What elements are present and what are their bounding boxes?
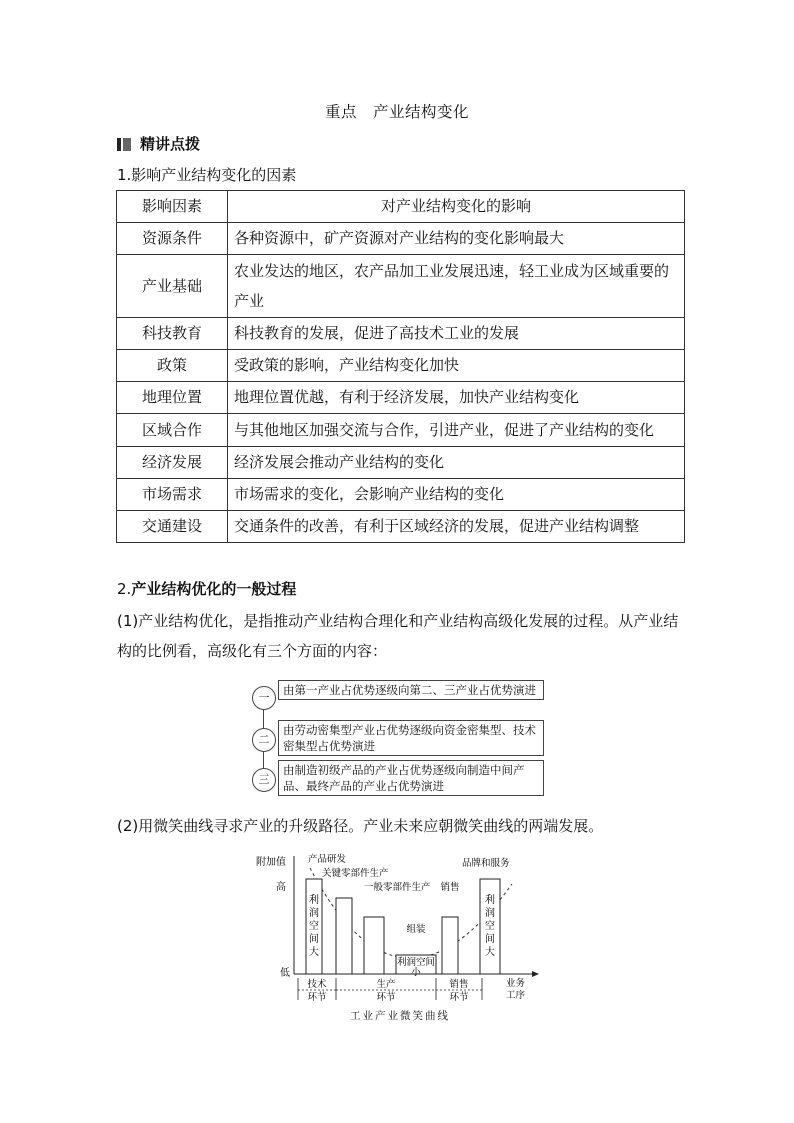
- bar-inner-text: 利: [309, 895, 319, 906]
- chart-bar: [442, 917, 458, 974]
- effect-cell: 地理位置优越，有利于经济发展，加快产业结构变化: [228, 382, 685, 414]
- bar-inner-text: 利润空间: [396, 957, 436, 968]
- table-header-cell: 影响因素: [117, 191, 228, 223]
- x-axis-label-2: 工序: [506, 990, 526, 1001]
- bars-group: [306, 853, 510, 978]
- heading-text: 产业结构优化的一般过程: [131, 580, 297, 598]
- page-title: 重点 产业结构变化: [324, 103, 469, 121]
- chart-caption: 工业产业微笑曲线: [350, 1010, 450, 1022]
- bar-label: 销售: [440, 882, 460, 893]
- chart-bar: [336, 898, 352, 974]
- table-row: [117, 414, 685, 447]
- chart-bar: [364, 917, 384, 974]
- group-label-tech-2: 环节: [307, 992, 327, 1003]
- factor-cell: 资源条件: [117, 223, 228, 255]
- bar-inner-text: 利: [485, 895, 495, 906]
- smile-curve-chart: [250, 850, 550, 1030]
- group-label-sales: 销售: [449, 979, 469, 990]
- group-label-sales-2: 环节: [449, 992, 469, 1003]
- group-label-prod-2: 环节: [376, 992, 396, 1003]
- section-marker-icon: [117, 137, 131, 151]
- x-axis-label-1: 业务: [506, 978, 526, 989]
- bar-label: 品牌和服务: [462, 858, 510, 869]
- y-high-label: 高: [276, 882, 286, 893]
- effect-cell: 经济发展会推动产业结构的变化: [228, 447, 685, 479]
- bar-inner-text: 润: [309, 908, 319, 919]
- effect-cell: 与其他地区加强交流与合作，引进产业，促进了产业结构的变化: [228, 414, 685, 447]
- effect-cell: 各种资源中，矿产资源对产业结构的变化影响最大: [228, 223, 685, 255]
- bar-inner-text: 大: [485, 947, 495, 958]
- factor-cell: 经济发展: [117, 447, 228, 479]
- flow-step-box: 由第一产业占优势逐级向第二、三产业占优势演进: [278, 680, 544, 700]
- table-row: [117, 318, 685, 350]
- section-label: 精讲点拨: [140, 135, 201, 153]
- group-label-tech: 技术: [307, 979, 327, 990]
- bar-label: 产品研发: [308, 854, 347, 865]
- bar-inner-text: 间: [309, 934, 319, 945]
- flow-step-number: 二: [252, 728, 276, 752]
- heading-number: 2.: [117, 580, 132, 598]
- table-row: [117, 382, 685, 414]
- factor-cell: 交通建设: [117, 511, 228, 543]
- bar-inner-text: 间: [485, 934, 495, 945]
- paragraph-1: (1)产业结构优化，是指推动产业结构合理化和产业结构高级化发展的过程。从产业结构的比例看，高级化有三个方面的内容：: [117, 612, 679, 660]
- table-header-row: [117, 191, 685, 223]
- bar-inner-text: 空: [485, 921, 495, 932]
- heading-factors: 1.影响产业结构变化的因素: [117, 166, 297, 184]
- table-row: [117, 511, 685, 543]
- paragraph-2: (2)用微笑曲线寻求产业的升级路径。产业未来应朝微笑曲线的两端发展。: [117, 817, 604, 835]
- y-axis-label: 附加值: [256, 857, 286, 868]
- effect-cell: 受政策的影响，产业结构变化加快: [228, 350, 685, 382]
- factors-table: [116, 190, 685, 543]
- flow-step-number: 三: [252, 768, 276, 792]
- table-row: [117, 479, 685, 511]
- table-row: [117, 255, 685, 318]
- effect-cell: 交通条件的改善，有利于区域经济的发展，促进产业结构调整: [228, 511, 685, 543]
- bar-label: 一般零部件生产: [364, 882, 431, 893]
- effect-cell: 科技教育的发展，促进了高技术工业的发展: [228, 318, 685, 350]
- factor-cell: 科技教育: [117, 318, 228, 350]
- factor-cell: 地理位置: [117, 382, 228, 414]
- table-row: [117, 223, 685, 255]
- factor-cell: 产业基础: [117, 255, 228, 318]
- section-heading: [117, 133, 200, 154]
- table-row: [117, 447, 685, 479]
- factor-cell: 市场需求: [117, 479, 228, 511]
- flow-step-number: 一: [252, 686, 276, 710]
- flow-step-box: 由劳动密集型产业占优势逐级向资金密集型、技术密集型占优势演进: [278, 720, 544, 756]
- effect-cell: 市场需求的变化，会影响产业结构的变化: [228, 479, 685, 511]
- bar-inner-text: 润: [485, 908, 495, 919]
- optimization-flow-diagram: [248, 676, 548, 796]
- flow-step-box: 由制造初级产品的产业占优势逐级向制造中间产品、最终产品的产业占优势演进: [278, 760, 544, 796]
- bar-inner-text: 空: [309, 921, 319, 932]
- x-axis-arrow-icon: [532, 971, 539, 977]
- group-label-prod: 生产: [376, 979, 396, 990]
- table-header-cell: 对产业结构变化的影响: [228, 191, 685, 223]
- bar-label: 关键零部件生产: [322, 868, 389, 879]
- heading-optimization: [117, 578, 296, 599]
- table-row: [117, 350, 685, 382]
- effect-cell: 农业发达的地区，农产品加工业发展迅速，轻工业成为区域重要的产业: [228, 255, 685, 318]
- factor-cell: 区域合作: [117, 414, 228, 447]
- factor-cell: 政策: [117, 350, 228, 382]
- bar-label: 组装: [406, 924, 426, 935]
- bar-inner-text: 小: [411, 967, 421, 978]
- bar-inner-text: 大: [309, 947, 319, 958]
- y-low-label: 低: [280, 968, 290, 979]
